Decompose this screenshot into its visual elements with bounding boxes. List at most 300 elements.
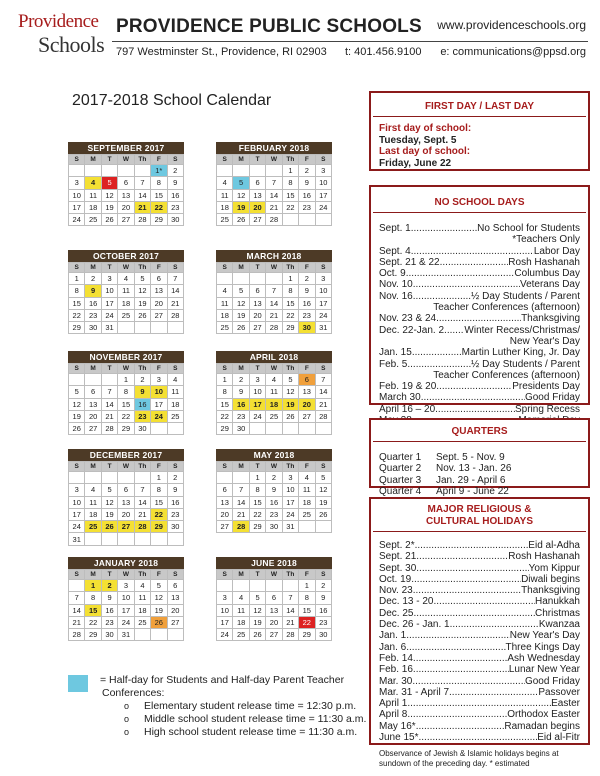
day-cell: 25 <box>118 309 134 321</box>
day-cell: 2 <box>315 580 331 592</box>
day-cell: 18 <box>233 616 249 628</box>
weekday-header: F <box>299 462 315 472</box>
day-cell <box>249 273 265 285</box>
day-cell <box>217 273 233 285</box>
day-cell: 1 <box>85 580 101 592</box>
weekday-header: M <box>233 364 249 374</box>
day-cell: 15 <box>69 297 85 309</box>
week-row <box>69 472 184 484</box>
holiday-date: Sept. 4 <box>379 245 411 257</box>
day-cell: 25 <box>85 214 101 226</box>
holiday-row <box>371 279 588 290</box>
last-day-label: Last day of school: <box>379 146 471 157</box>
month-calendar <box>216 449 332 533</box>
holiday-name: Eid al-Fitr <box>537 732 580 744</box>
dot-leader <box>413 291 471 302</box>
day-cell: 1 <box>151 472 167 484</box>
weekday-header: F <box>151 364 167 374</box>
day-cell: 14 <box>266 189 282 201</box>
day-cell: 14 <box>282 604 298 616</box>
week-row <box>69 285 184 297</box>
day-cell <box>249 580 265 592</box>
day-cell: 25 <box>167 410 183 422</box>
day-cell: 17 <box>118 604 134 616</box>
holiday-date: Dec. 22-Jan. 2 <box>379 324 445 336</box>
day-cell: 17 <box>69 201 85 213</box>
weekday-header-row <box>217 364 332 374</box>
day-cell: 17 <box>249 398 265 410</box>
day-cell: 7 <box>134 177 150 189</box>
weekday-header: S <box>167 364 183 374</box>
day-cell: 11 <box>85 496 101 508</box>
holiday-name: Teacher Conferences (afternoon) <box>433 369 580 381</box>
dot-leader <box>407 359 471 370</box>
day-cell <box>299 214 315 226</box>
quarter-label: Quarter 4 <box>379 485 422 497</box>
day-cell: 1 <box>282 165 298 177</box>
day-cell: 14 <box>167 285 183 297</box>
day-cell: 5 <box>233 177 249 189</box>
day-cell <box>167 322 183 334</box>
day-cell: 7 <box>101 386 117 398</box>
day-cell: 23 <box>266 508 282 520</box>
weekday-header: T <box>101 155 117 165</box>
week-row <box>217 285 332 297</box>
quarter-row <box>379 452 588 463</box>
day-cell <box>134 165 150 177</box>
holiday-name: Hanukkah <box>534 596 580 608</box>
panel-title-line1: MAJOR RELIGIOUS & <box>427 504 532 515</box>
day-cell: 25 <box>85 521 101 533</box>
legend-title-cont: Conferences: <box>102 687 165 699</box>
holiday-row <box>371 257 588 268</box>
holiday-date: April 8 <box>379 709 408 721</box>
day-cell: 13 <box>249 297 265 309</box>
bullet-icon: o <box>124 701 130 711</box>
day-cell: 9 <box>167 484 183 496</box>
holiday-date: Nov. 16 <box>379 290 413 302</box>
week-row <box>69 484 184 496</box>
day-cell <box>217 580 233 592</box>
day-cell: 8 <box>282 177 298 189</box>
day-cell: 22 <box>299 616 315 628</box>
day-cell: 6 <box>118 177 134 189</box>
day-cell: 25 <box>134 616 150 628</box>
day-cell <box>167 533 183 545</box>
day-cell: 24 <box>315 309 331 321</box>
day-cell: 22 <box>118 410 134 422</box>
week-row <box>217 616 332 628</box>
week-row <box>217 592 332 604</box>
first-last-day-panel <box>369 91 590 171</box>
day-cell: 26 <box>282 410 298 422</box>
day-cell: 7 <box>266 285 282 297</box>
quarter-label: Quarter 1 <box>379 452 422 463</box>
day-cell <box>85 374 101 386</box>
week-row <box>69 629 184 641</box>
day-cell: 11 <box>134 592 150 604</box>
week-row <box>217 322 332 334</box>
week-row <box>217 177 332 189</box>
day-cell <box>69 580 85 592</box>
quarter-row <box>379 486 588 497</box>
weekday-header: M <box>233 570 249 580</box>
day-cell: 21 <box>69 616 85 628</box>
dot-leader <box>406 268 515 279</box>
weekday-header: S <box>69 263 85 273</box>
day-cell: 16 <box>167 496 183 508</box>
day-cell: 22 <box>282 309 298 321</box>
dot-leader <box>413 585 521 596</box>
day-cell: 26 <box>69 423 85 435</box>
weekday-header: S <box>167 462 183 472</box>
weekday-header: S <box>69 462 85 472</box>
day-cell: 20 <box>85 410 101 422</box>
day-cell: 20 <box>167 604 183 616</box>
holiday-row <box>371 268 588 279</box>
day-cell: 30 <box>167 521 183 533</box>
holiday-date: Dec. 25 <box>379 607 414 619</box>
weekday-header: M <box>85 570 101 580</box>
weekday-header: W <box>118 364 134 374</box>
day-cell: 4 <box>266 374 282 386</box>
weekday-header: Th <box>282 570 298 580</box>
month-calendar <box>68 449 184 546</box>
org-address: 797 Westminster St., Providence, RI 02903 <box>116 46 327 58</box>
day-cell <box>134 629 150 641</box>
holiday-name: Veterans Day <box>519 279 580 291</box>
weekday-header: F <box>299 155 315 165</box>
no-school-list <box>371 213 588 426</box>
day-cell: 18 <box>299 496 315 508</box>
day-cell: 15 <box>282 297 298 309</box>
day-cell <box>134 533 150 545</box>
day-cell: 30 <box>233 423 249 435</box>
day-cell: 6 <box>266 592 282 604</box>
day-cell: 16 <box>299 297 315 309</box>
holiday-row <box>371 619 588 630</box>
panel-title-line2: CULTURAL HOLIDAYS <box>425 515 534 527</box>
legend-item-text: Elementary student release time = 12:30 p.m. <box>144 700 357 712</box>
day-cell <box>85 533 101 545</box>
day-cell: 7 <box>233 484 249 496</box>
week-row <box>217 496 332 508</box>
day-cell: 13 <box>217 496 233 508</box>
weekday-header: W <box>118 462 134 472</box>
day-cell: 24 <box>282 508 298 520</box>
day-cell: 4 <box>134 580 150 592</box>
quarter-range: Nov. 13 - Jan. 26 <box>436 463 512 475</box>
week-row <box>69 386 184 398</box>
holiday-name: Eid al-Adha <box>528 540 580 551</box>
month-title: DECEMBER 2017 <box>68 449 184 461</box>
week-row <box>217 201 332 213</box>
day-cell: 27 <box>118 214 134 226</box>
dot-leader <box>413 279 520 290</box>
quarters-panel <box>369 418 590 497</box>
day-cell: 4 <box>85 177 101 189</box>
day-cell: 15 <box>151 496 167 508</box>
first-last-details <box>371 117 588 169</box>
holiday-date: Feb. 14 <box>379 652 413 664</box>
day-cell: 8 <box>151 177 167 189</box>
day-cell: 19 <box>315 496 331 508</box>
month-calendar <box>68 351 184 435</box>
day-cell: 11 <box>266 386 282 398</box>
week-row <box>69 374 184 386</box>
day-cell: 6 <box>249 285 265 297</box>
day-cell: 19 <box>233 201 249 213</box>
week-row <box>217 309 332 321</box>
legend-item-text: Middle school student release time = 11:30 a.m. <box>144 713 367 725</box>
day-cell: 12 <box>101 496 117 508</box>
week-row <box>69 533 184 545</box>
month-grid <box>68 569 184 641</box>
dot-leader <box>416 551 508 562</box>
day-cell: 30 <box>101 629 117 641</box>
day-cell: 29 <box>85 629 101 641</box>
dot-leader <box>407 709 507 720</box>
day-cell <box>134 322 150 334</box>
week-row <box>69 165 184 177</box>
day-cell: 9 <box>315 592 331 604</box>
day-cell <box>69 374 85 386</box>
day-cell: 4 <box>217 285 233 297</box>
day-cell: 6 <box>249 177 265 189</box>
last-day-value: Friday, June 22 <box>379 157 452 169</box>
day-cell: 25 <box>217 322 233 334</box>
day-cell <box>118 472 134 484</box>
day-cell: 3 <box>69 484 85 496</box>
day-cell: 27 <box>118 521 134 533</box>
day-cell: 9 <box>101 592 117 604</box>
weekday-header: T <box>249 263 265 273</box>
day-cell: 27 <box>266 629 282 641</box>
holiday-name: Labor Day <box>533 245 580 257</box>
religious-holidays-list <box>371 532 588 743</box>
day-cell: 20 <box>266 616 282 628</box>
weekday-header: T <box>101 570 117 580</box>
week-row <box>69 322 184 334</box>
day-cell <box>134 472 150 484</box>
day-cell: 21 <box>282 616 298 628</box>
day-cell: 15 <box>151 189 167 201</box>
day-cell: 23 <box>167 508 183 520</box>
day-cell: 18 <box>167 398 183 410</box>
day-cell: 6 <box>151 273 167 285</box>
month-grid <box>68 363 184 435</box>
day-cell: 26 <box>315 508 331 520</box>
day-cell: 10 <box>315 285 331 297</box>
day-cell: 16 <box>266 496 282 508</box>
day-cell: 1 <box>249 472 265 484</box>
legend-item-text: High school student release time = 11:30 a.m. <box>144 726 358 738</box>
day-cell <box>266 273 282 285</box>
first-day-label: First day of school: <box>379 123 472 134</box>
day-cell: 10 <box>217 604 233 616</box>
day-cell: 3 <box>249 374 265 386</box>
week-row <box>217 398 332 410</box>
weekday-header: S <box>315 155 331 165</box>
day-cell: 26 <box>249 629 265 641</box>
weekday-header: M <box>85 155 101 165</box>
day-cell: 3 <box>118 580 134 592</box>
day-cell: 16 <box>85 297 101 309</box>
day-cell: 31 <box>69 533 85 545</box>
holiday-row <box>371 721 588 732</box>
day-cell: 5 <box>134 273 150 285</box>
day-cell: 5 <box>101 484 117 496</box>
week-row <box>217 484 332 496</box>
day-cell: 11 <box>85 189 101 201</box>
day-cell: 19 <box>249 616 265 628</box>
day-cell: 13 <box>118 496 134 508</box>
dot-leader <box>440 257 509 268</box>
weekday-header: Th <box>134 364 150 374</box>
day-cell: 7 <box>266 177 282 189</box>
holiday-row <box>371 336 588 347</box>
month-calendar <box>68 557 184 641</box>
week-row <box>217 189 332 201</box>
weekday-header: S <box>315 462 331 472</box>
weekday-header: T <box>249 364 265 374</box>
org-email[interactable]: e: communications@ppsd.org <box>440 46 586 58</box>
holiday-date: Feb. 16 <box>379 664 413 676</box>
month-title: APRIL 2018 <box>216 351 332 363</box>
weekday-header: S <box>167 570 183 580</box>
weekday-header: S <box>217 570 233 580</box>
week-row <box>217 521 332 533</box>
quarter-label: Quarter 2 <box>379 463 422 475</box>
day-cell: 17 <box>217 616 233 628</box>
day-cell: 22 <box>151 201 167 213</box>
dot-leader <box>412 676 525 687</box>
day-cell: 24 <box>315 201 331 213</box>
org-phone: t: 401.456.9100 <box>345 46 422 58</box>
day-cell: 2 <box>85 273 101 285</box>
dot-leader <box>412 347 462 358</box>
day-cell: 13 <box>85 398 101 410</box>
day-cell: 1 <box>69 273 85 285</box>
day-cell <box>217 472 233 484</box>
holiday-name: ½ Day Students / Parent <box>471 358 580 370</box>
day-cell: 12 <box>101 189 117 201</box>
holiday-row <box>371 563 588 574</box>
day-cell: 18 <box>134 604 150 616</box>
holiday-name: Winter Recess/Christmas/ <box>464 324 580 336</box>
day-cell <box>151 423 167 435</box>
holiday-name: Good Friday <box>524 392 580 404</box>
legend-title: = Half-day for Students and Half-day Parent Teacher <box>100 674 345 686</box>
holiday-name: ½ Day Students / Parent <box>471 290 580 302</box>
day-cell: 21 <box>315 398 331 410</box>
day-cell: 28 <box>134 521 150 533</box>
day-cell: 30 <box>299 322 315 334</box>
holiday-date: March 30 <box>379 392 421 404</box>
day-cell: 24 <box>217 629 233 641</box>
day-cell: 25 <box>233 629 249 641</box>
day-cell: 12 <box>134 285 150 297</box>
panel-title <box>371 504 588 527</box>
quarter-range: Sept. 5 - Nov. 9 <box>436 452 505 463</box>
day-cell: 8 <box>151 484 167 496</box>
day-cell: 15 <box>85 604 101 616</box>
day-cell: 20 <box>151 297 167 309</box>
dot-leader <box>411 246 534 257</box>
weekday-header-row <box>217 155 332 165</box>
day-cell: 18 <box>85 201 101 213</box>
week-row <box>217 214 332 226</box>
day-cell: 10 <box>249 386 265 398</box>
day-cell: 26 <box>233 214 249 226</box>
day-cell: 19 <box>101 201 117 213</box>
week-row <box>217 472 332 484</box>
weekday-header: Th <box>134 263 150 273</box>
quarter-range: April 9 - June 22 <box>436 485 509 497</box>
weekday-header: T <box>249 570 265 580</box>
holiday-date: June 15* <box>379 732 419 744</box>
logo-line1: Providence <box>18 11 99 32</box>
day-cell: 14 <box>266 297 282 309</box>
weekday-header: T <box>101 364 117 374</box>
holiday-row <box>371 574 588 585</box>
holiday-row <box>371 676 588 687</box>
holiday-date: Dec. 13 - 20 <box>379 596 434 608</box>
day-cell: 20 <box>118 508 134 520</box>
day-cell: 13 <box>266 604 282 616</box>
month-grid <box>68 262 184 334</box>
day-cell <box>151 533 167 545</box>
weekday-header-row <box>217 263 332 273</box>
holiday-name: Good Friday <box>524 675 580 687</box>
holiday-date: Oct. 9 <box>379 268 406 280</box>
day-cell: 22 <box>69 309 85 321</box>
org-website[interactable]: www.providenceschools.org <box>437 18 586 32</box>
holiday-date: Nov. 10 <box>379 279 413 291</box>
weekday-header: M <box>233 263 249 273</box>
day-cell: 14 <box>69 604 85 616</box>
weekday-header: F <box>299 570 315 580</box>
day-cell: 6 <box>299 374 315 386</box>
legend <box>100 674 366 739</box>
bullet-icon: o <box>124 714 130 724</box>
header-divider <box>112 41 588 42</box>
day-cell: 23 <box>233 410 249 422</box>
day-cell: 10 <box>151 386 167 398</box>
weekday-header: F <box>151 155 167 165</box>
day-cell: 7 <box>167 273 183 285</box>
week-row <box>69 616 184 628</box>
day-cell: 28 <box>101 423 117 435</box>
day-cell: 9 <box>134 386 150 398</box>
holiday-name: Passover <box>538 686 580 698</box>
holiday-name: Rosh Hashanah <box>508 256 580 268</box>
day-cell: 1 <box>299 580 315 592</box>
day-cell: 8 <box>69 285 85 297</box>
day-cell: 26 <box>233 322 249 334</box>
day-cell: 12 <box>233 189 249 201</box>
month-grid <box>68 154 184 226</box>
day-cell: 31 <box>315 322 331 334</box>
weekday-header: Th <box>282 263 298 273</box>
weekday-header: F <box>299 364 315 374</box>
day-cell: 26 <box>101 521 117 533</box>
dot-leader <box>449 687 538 698</box>
month-title: FEBRUARY 2018 <box>216 142 332 154</box>
weekday-header: T <box>101 462 117 472</box>
month-title: SEPTEMBER 2017 <box>68 142 184 154</box>
weekday-header: Th <box>134 155 150 165</box>
